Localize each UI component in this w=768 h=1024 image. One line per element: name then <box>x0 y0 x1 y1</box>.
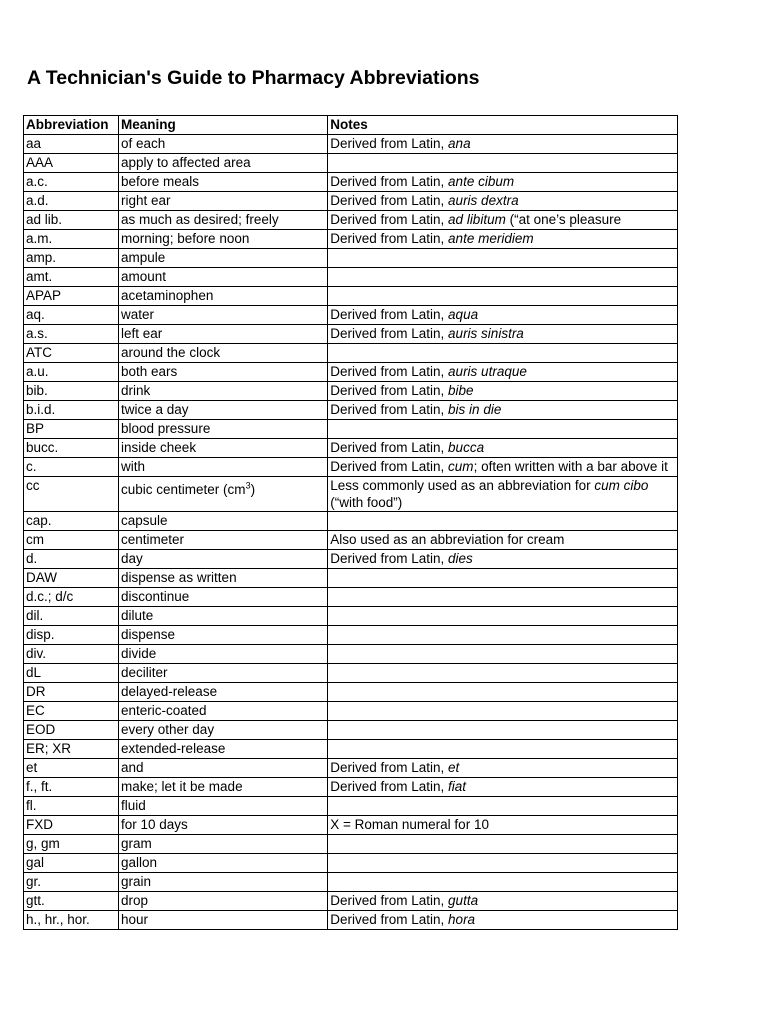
abbreviation-cell: gal <box>24 854 119 873</box>
abbreviation-cell: a.c. <box>24 173 119 192</box>
table-row <box>24 325 678 344</box>
table-row <box>24 192 678 211</box>
meaning-text: deciliter <box>121 665 168 680</box>
notes-text: Derived from Latin, <box>330 212 449 227</box>
meaning-cell <box>119 816 328 835</box>
notes-cell <box>328 344 678 363</box>
meaning-cell <box>119 211 328 230</box>
meaning-text: fluid <box>121 798 146 813</box>
abbreviation-cell: gtt. <box>24 892 119 911</box>
table-body <box>24 135 678 930</box>
notes-latin-term: bis in die <box>448 402 502 417</box>
abbreviation-cell: a.u. <box>24 363 119 382</box>
meaning-text: dilute <box>121 608 154 623</box>
notes-latin-term: ad libitum <box>448 212 506 227</box>
notes-text: Derived from Latin, <box>330 326 449 341</box>
meaning-cell <box>119 173 328 192</box>
meaning-cell <box>119 797 328 816</box>
notes-cell <box>328 325 678 344</box>
table-row <box>24 173 678 192</box>
table-row <box>24 477 678 512</box>
notes-cell <box>328 835 678 854</box>
meaning-cell <box>119 363 328 382</box>
table-row <box>24 154 678 173</box>
meaning-cell <box>119 645 328 664</box>
meaning-text: drink <box>121 383 151 398</box>
notes-cell <box>328 721 678 740</box>
notes-cell <box>328 588 678 607</box>
abbreviation-cell: EC <box>24 702 119 721</box>
meaning-cell <box>119 740 328 759</box>
abbreviation-cell: APAP <box>24 287 119 306</box>
abbreviation-cell: gr. <box>24 873 119 892</box>
notes-cell <box>328 873 678 892</box>
abbreviation-cell: disp. <box>24 626 119 645</box>
notes-cell <box>328 382 678 401</box>
notes-latin-term: cum <box>448 459 474 474</box>
notes-cell <box>328 192 678 211</box>
notes-latin-term: ante cibum <box>448 174 515 189</box>
notes-latin-term: fiat <box>448 779 467 794</box>
meaning-cell <box>119 344 328 363</box>
meaning-text: for 10 days <box>121 817 188 832</box>
meaning-text: inside cheek <box>121 440 197 455</box>
meaning-text: and <box>121 760 144 775</box>
notes-cell <box>328 683 678 702</box>
table-row <box>24 135 678 154</box>
notes-latin-term: auris sinistra <box>448 326 524 341</box>
abbreviation-cell: FXD <box>24 816 119 835</box>
meaning-text: as much as desired; freely <box>121 212 279 227</box>
notes-text: Derived from Latin, <box>330 459 449 474</box>
notes-text: Derived from Latin, <box>330 402 449 417</box>
notes-cell <box>328 892 678 911</box>
meaning-cell <box>119 873 328 892</box>
meaning-cell <box>119 154 328 173</box>
meaning-cell <box>119 401 328 420</box>
table-row <box>24 531 678 550</box>
table-row <box>24 664 678 683</box>
notes-cell <box>328 249 678 268</box>
meaning-cell <box>119 230 328 249</box>
notes-latin-term: ana <box>448 136 471 151</box>
notes-cell <box>328 569 678 588</box>
notes-cell <box>328 550 678 569</box>
notes-latin-term: dies <box>448 551 473 566</box>
meaning-cell <box>119 306 328 325</box>
notes-cell <box>328 702 678 721</box>
table-row <box>24 626 678 645</box>
table-row <box>24 683 678 702</box>
meaning-text: delayed-release <box>121 684 218 699</box>
meaning-text: dispense <box>121 627 176 642</box>
table-row <box>24 550 678 569</box>
notes-text: Derived from Latin, <box>330 136 449 151</box>
meaning-superscript: 3 <box>245 480 251 491</box>
meaning-text: every other day <box>121 722 215 737</box>
notes-text: Derived from Latin, <box>330 779 449 794</box>
notes-latin-term: aqua <box>448 307 479 322</box>
table-row <box>24 588 678 607</box>
notes-cell <box>328 759 678 778</box>
table-row <box>24 892 678 911</box>
table-row <box>24 702 678 721</box>
meaning-cell <box>119 854 328 873</box>
abbreviation-cell: dil. <box>24 607 119 626</box>
notes-cell <box>328 154 678 173</box>
table-row <box>24 211 678 230</box>
table-header-row <box>24 116 678 135</box>
meaning-cell <box>119 778 328 797</box>
notes-latin-term: ante meridiem <box>448 231 534 246</box>
table-row <box>24 230 678 249</box>
table-row <box>24 778 678 797</box>
abbreviation-cell: cc <box>24 477 119 512</box>
meaning-cell <box>119 135 328 154</box>
table-row <box>24 420 678 439</box>
meaning-tail: ) <box>250 482 256 497</box>
meaning-cell <box>119 458 328 477</box>
meaning-text: left ear <box>121 326 163 341</box>
meaning-text: before meals <box>121 174 200 189</box>
meaning-cell <box>119 531 328 550</box>
abbreviation-cell: bib. <box>24 382 119 401</box>
abbreviation-cell: ATC <box>24 344 119 363</box>
meaning-cell <box>119 626 328 645</box>
meaning-cell <box>119 325 328 344</box>
table-row <box>24 363 678 382</box>
table-row <box>24 759 678 778</box>
notes-latin-term: auris utraque <box>448 364 527 379</box>
meaning-cell <box>119 607 328 626</box>
table-row <box>24 835 678 854</box>
table-row <box>24 854 678 873</box>
notes-cell <box>328 626 678 645</box>
meaning-text: around the clock <box>121 345 221 360</box>
table-row <box>24 721 678 740</box>
notes-cell <box>328 645 678 664</box>
abbreviation-cell: a.d. <box>24 192 119 211</box>
notes-cell <box>328 607 678 626</box>
meaning-cell <box>119 287 328 306</box>
notes-text: Derived from Latin, <box>330 760 449 775</box>
table-row <box>24 382 678 401</box>
notes-text: Derived from Latin, <box>330 440 449 455</box>
notes-text: Less commonly used as an abbreviation for <box>330 478 595 493</box>
meaning-text: drop <box>121 893 149 908</box>
abbreviation-cell: dL <box>24 664 119 683</box>
meaning-text: discontinue <box>121 589 190 604</box>
meaning-cell <box>119 512 328 531</box>
abbreviation-cell: f., ft. <box>24 778 119 797</box>
meaning-cell <box>119 702 328 721</box>
table-row <box>24 607 678 626</box>
meaning-cell <box>119 588 328 607</box>
table-row <box>24 306 678 325</box>
meaning-text: blood pressure <box>121 421 211 436</box>
abbreviation-cell: DAW <box>24 569 119 588</box>
meaning-cell <box>119 382 328 401</box>
meaning-text: water <box>121 307 155 322</box>
abbreviation-cell: d. <box>24 550 119 569</box>
notes-cell <box>328 854 678 873</box>
meaning-cell <box>119 569 328 588</box>
notes-latin-term: bibe <box>448 383 474 398</box>
meaning-cell <box>119 477 328 512</box>
meaning-text: morning; before noon <box>121 231 250 246</box>
abbreviation-cell: cm <box>24 531 119 550</box>
abbreviation-cell: aq. <box>24 306 119 325</box>
meaning-cell <box>119 835 328 854</box>
notes-suffix: (“at one’s pleasure <box>505 212 622 227</box>
header-abbreviation: Abbreviation <box>24 116 119 135</box>
meaning-text: make; let it be made <box>121 779 243 794</box>
table-row <box>24 569 678 588</box>
notes-latin-term: bucca <box>448 440 485 455</box>
notes-latin-term: gutta <box>448 893 479 908</box>
notes-cell <box>328 477 678 512</box>
abbreviation-cell: et <box>24 759 119 778</box>
notes-cell <box>328 268 678 287</box>
header-meaning: Meaning <box>119 116 328 135</box>
meaning-text: amount <box>121 269 167 284</box>
notes-cell <box>328 420 678 439</box>
notes-cell <box>328 778 678 797</box>
meaning-text: cubic centimeter (cm <box>121 482 246 497</box>
meaning-cell <box>119 911 328 930</box>
notes-text: Derived from Latin, <box>330 307 449 322</box>
abbreviation-cell: aa <box>24 135 119 154</box>
meaning-cell <box>119 439 328 458</box>
meaning-text: grain <box>121 874 152 889</box>
meaning-text: ampule <box>121 250 166 265</box>
notes-text: Derived from Latin, <box>330 912 449 927</box>
table-row <box>24 287 678 306</box>
notes-cell <box>328 512 678 531</box>
notes-latin-term: hora <box>448 912 476 927</box>
meaning-cell <box>119 268 328 287</box>
abbreviation-cell: ER; XR <box>24 740 119 759</box>
meaning-text: acetaminophen <box>121 288 214 303</box>
meaning-cell <box>119 550 328 569</box>
abbreviation-cell: d.c.; d/c <box>24 588 119 607</box>
meaning-text: day <box>121 551 143 566</box>
meaning-text: gallon <box>121 855 158 870</box>
meaning-text: of each <box>121 136 166 151</box>
notes-text: X = Roman numeral for 10 <box>330 817 489 832</box>
meaning-text: right ear <box>121 193 171 208</box>
table-row <box>24 873 678 892</box>
meaning-text: twice a day <box>121 402 189 417</box>
table-row <box>24 816 678 835</box>
abbreviation-cell: BP <box>24 420 119 439</box>
abbreviation-cell: h., hr., hor. <box>24 911 119 930</box>
abbreviation-cell: amt. <box>24 268 119 287</box>
header-notes: Notes <box>328 116 678 135</box>
abbreviation-cell: cap. <box>24 512 119 531</box>
notes-cell <box>328 439 678 458</box>
notes-cell <box>328 287 678 306</box>
table-row <box>24 268 678 287</box>
abbreviation-cell: bucc. <box>24 439 119 458</box>
notes-cell <box>328 911 678 930</box>
abbreviation-cell: b.i.d. <box>24 401 119 420</box>
notes-text: Derived from Latin, <box>330 174 449 189</box>
abbreviation-cell: ad lib. <box>24 211 119 230</box>
abbreviation-cell: amp. <box>24 249 119 268</box>
meaning-text: hour <box>121 912 149 927</box>
meaning-cell <box>119 249 328 268</box>
notes-text: Derived from Latin, <box>330 364 449 379</box>
meaning-cell <box>119 664 328 683</box>
meaning-text: centimeter <box>121 532 185 547</box>
meaning-text: extended-release <box>121 741 226 756</box>
abbreviation-cell: div. <box>24 645 119 664</box>
notes-cell <box>328 740 678 759</box>
notes-cell <box>328 458 678 477</box>
table-row <box>24 249 678 268</box>
abbreviation-cell: AAA <box>24 154 119 173</box>
meaning-text: gram <box>121 836 152 851</box>
abbreviation-cell: c. <box>24 458 119 477</box>
page-title: A Technician's Guide to Pharmacy Abbreviations <box>27 67 480 89</box>
table-row <box>24 797 678 816</box>
notes-text: Derived from Latin, <box>330 551 449 566</box>
abbreviation-cell: a.m. <box>24 230 119 249</box>
notes-cell <box>328 816 678 835</box>
table-row <box>24 645 678 664</box>
table-row <box>24 740 678 759</box>
meaning-text: capsule <box>121 513 168 528</box>
meaning-text: dispense as written <box>121 570 237 585</box>
notes-suffix: (“with food”) <box>330 495 403 510</box>
meaning-text: both ears <box>121 364 178 379</box>
meaning-cell <box>119 759 328 778</box>
meaning-cell <box>119 420 328 439</box>
meaning-cell <box>119 683 328 702</box>
abbreviation-cell: EOD <box>24 721 119 740</box>
notes-cell <box>328 664 678 683</box>
meaning-text: apply to affected area <box>121 155 251 170</box>
abbreviations-table <box>23 115 678 930</box>
notes-cell <box>328 211 678 230</box>
abbreviation-cell: g, gm <box>24 835 119 854</box>
notes-text: Derived from Latin, <box>330 383 449 398</box>
notes-cell <box>328 797 678 816</box>
notes-text: Also used as an abbreviation for cream <box>330 532 565 547</box>
table-row <box>24 401 678 420</box>
notes-latin-term: cum cibo <box>594 478 649 493</box>
notes-cell <box>328 173 678 192</box>
meaning-cell <box>119 892 328 911</box>
meaning-cell <box>119 721 328 740</box>
notes-cell <box>328 363 678 382</box>
abbreviation-cell: DR <box>24 683 119 702</box>
notes-cell <box>328 230 678 249</box>
notes-cell <box>328 135 678 154</box>
meaning-cell <box>119 192 328 211</box>
notes-text: Derived from Latin, <box>330 193 449 208</box>
abbreviation-cell: fl. <box>24 797 119 816</box>
notes-suffix: ; often written with a bar above it <box>473 459 668 474</box>
meaning-text: enteric-coated <box>121 703 207 718</box>
notes-latin-term: et <box>448 760 460 775</box>
notes-text: Derived from Latin, <box>330 893 449 908</box>
table-row <box>24 439 678 458</box>
table-row <box>24 911 678 930</box>
notes-text: Derived from Latin, <box>330 231 449 246</box>
table-row <box>24 458 678 477</box>
meaning-text: divide <box>121 646 157 661</box>
table-row <box>24 344 678 363</box>
abbreviation-cell: a.s. <box>24 325 119 344</box>
meaning-text: with <box>121 459 146 474</box>
notes-cell <box>328 306 678 325</box>
notes-cell <box>328 401 678 420</box>
notes-cell <box>328 531 678 550</box>
table-row <box>24 512 678 531</box>
notes-latin-term: auris dextra <box>448 193 519 208</box>
